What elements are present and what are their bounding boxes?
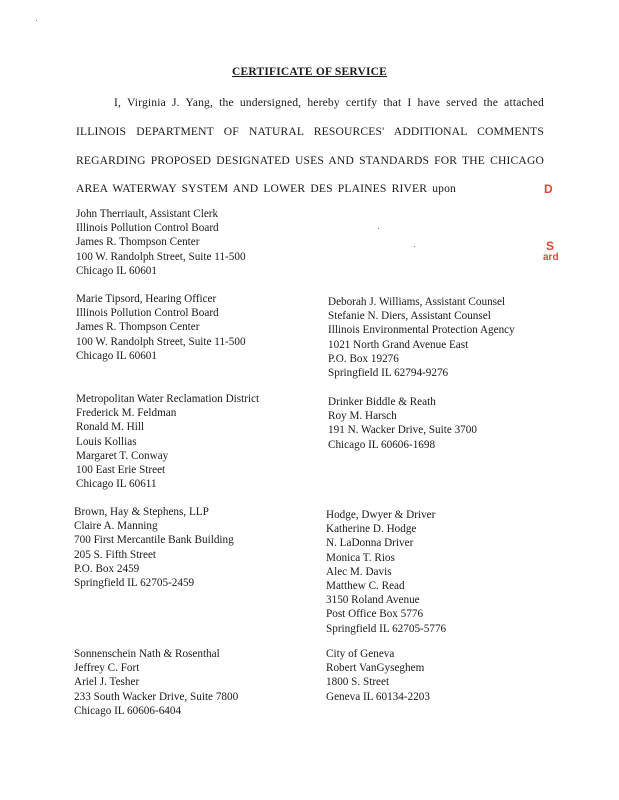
certification-line-1: I, Virginia J. Yang, the undersigned, hereby certify that I have served the attached	[114, 96, 544, 109]
service-entry-brown-hay	[74, 505, 234, 590]
address-line: Geneva IL 60134-2203	[326, 690, 430, 703]
address-line: 100 W. Randolph Street, Suite 11-500	[76, 335, 246, 348]
address-line: James R. Thompson Center	[76, 236, 200, 249]
address-line: John Therriault, Assistant Clerk	[76, 208, 219, 220]
address-line: Matthew C. Read	[326, 580, 405, 593]
address-line: Claire A. Manning	[74, 520, 158, 533]
address-line: City of Geneva	[326, 648, 395, 660]
address-line: Chicago IL 60611	[76, 478, 157, 491]
address-line: Illinois Pollution Control Board	[76, 307, 219, 320]
address-line: N. LaDonna Driver	[326, 537, 414, 550]
address-line: Springfield IL 62705-5776	[326, 622, 447, 635]
address-line: 205 S. Fifth Street	[74, 548, 157, 561]
address-line: Marie Tipsord, Hearing Officer	[76, 293, 217, 305]
address-line: Alec M. Davis	[326, 565, 392, 578]
certification-line-4: AREA WATERWAY SYSTEM AND LOWER DES PLAINES RIVER upon	[76, 182, 456, 195]
scan-speck	[414, 246, 415, 247]
address-line: Jeffrey C. Fort	[74, 662, 140, 675]
address-line: Monica T. Rios	[326, 551, 395, 564]
service-entry-clerk	[76, 207, 246, 278]
address-line: Ronald M. Hill	[76, 421, 145, 434]
service-entry-geneva	[326, 647, 430, 704]
address-line: Margaret T. Conway	[76, 449, 169, 462]
stamp-fragment-2: S	[546, 239, 555, 253]
service-entry-hodge-dwyer	[326, 508, 446, 636]
address-line: Drinker Biddle & Reath	[328, 396, 436, 408]
address-line: 3150 Roland Avenue	[326, 594, 420, 607]
scan-speck	[378, 228, 379, 229]
address-line: Stefanie N. Diers, Assistant Counsel	[328, 310, 491, 323]
address-line: Chicago IL 60606-1698	[328, 438, 436, 451]
address-line: Chicago IL 60601	[76, 349, 157, 362]
stamp-fragment-3: ard	[543, 252, 559, 263]
address-line: Frederick M. Feldman	[76, 407, 177, 420]
address-line: 191 N. Wacker Drive, Suite 3700	[328, 424, 477, 437]
service-entry-sonnenschein	[74, 647, 238, 718]
service-entry-hearing-officer	[76, 292, 246, 363]
address-line: Ariel J. Tesher	[74, 676, 140, 689]
certificate-title: CERTIFICATE OF SERVICE	[231, 66, 388, 78]
address-line: Chicago IL 60601	[76, 264, 157, 277]
address-line: Katherine D. Hodge	[326, 523, 417, 536]
service-entry-iepa	[328, 295, 515, 380]
address-line: Sonnenschein Nath & Rosenthal	[74, 648, 220, 660]
address-line: 1021 North Grand Avenue East	[328, 338, 469, 351]
address-line: Illinois Environmental Protection Agency	[328, 324, 515, 337]
address-line: Springfield IL 62705-2459	[74, 577, 195, 590]
address-line: 100 East Erie Street	[76, 464, 166, 477]
address-line: Brown, Hay & Stephens, LLP	[74, 506, 209, 518]
address-line: 1800 S. Street	[326, 676, 390, 689]
address-line: P.O. Box 19276	[328, 352, 399, 365]
address-line: Louis Kollias	[76, 435, 137, 448]
address-line: Hodge, Dwyer & Driver	[326, 509, 436, 521]
address-line: Post Office Box 5776	[326, 608, 424, 621]
address-line: 100 W. Randolph Street, Suite 11-500	[76, 250, 246, 263]
address-line: Robert VanGyseghem	[326, 662, 425, 675]
service-entry-mwrd	[76, 392, 259, 491]
address-line: Roy M. Harsch	[328, 410, 397, 423]
address-line: Springfield IL 62794-9276	[328, 367, 449, 380]
address-line: 700 First Mercantile Bank Building	[74, 534, 234, 547]
address-line: Metropolitan Water Reclamation District	[76, 393, 260, 405]
address-line: James R. Thompson Center	[76, 321, 200, 334]
certification-line-2: ILLINOIS DEPARTMENT OF NATURAL RESOURCES' ADDITIONAL COMMENTS	[76, 125, 544, 138]
address-line: 233 South Wacker Drive, Suite 7800	[74, 690, 239, 703]
address-line: Illinois Pollution Control Board	[76, 222, 219, 235]
scan-speck	[36, 20, 37, 21]
certification-line-3: REGARDING PROPOSED DESIGNATED USES AND STANDARDS FOR THE CHICAGO	[76, 154, 544, 167]
address-line: P.O. Box 2459	[74, 562, 140, 575]
address-line: Deborah J. Williams, Assistant Counsel	[328, 296, 506, 308]
service-entry-drinker-biddle	[328, 395, 477, 452]
address-line: Chicago IL 60606-6404	[74, 704, 182, 717]
stamp-fragment-1: D	[544, 182, 553, 196]
